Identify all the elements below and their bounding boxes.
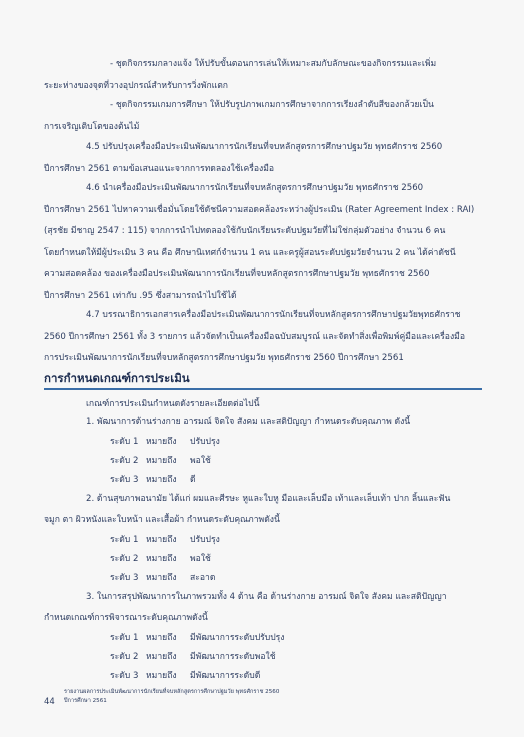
paragraph-line: 2560 ปีการศึกษา 2561 ทั้ง 3 รายการ แล้วจัดทำเป็นเครื่องมือฉบับสมบูรณ์ และจัดทำสิ่งเพื่อพิมพ์คู่มือและเครื่องมือ: [44, 332, 465, 342]
paragraph-line: โดยกำหนดให้มีผู้ประเมิน 3 คน คือ ศึกษานิเทศก์จำนวน 1 คน และครูผู้สอนระดับปฐมวัยจำนวน 2 คน ได้ค่าดัชนี: [44, 248, 456, 258]
level-label: ระดับ 1: [110, 535, 139, 545]
level-label: ระดับ 3: [110, 573, 139, 583]
level-desc: พอใช้: [190, 456, 211, 466]
level-label: ระดับ 3: [110, 671, 139, 681]
criterion-2-cont: จมูก ตา ผิวหนังและใบหน้า และเสื้อผ้า กำหนดระดับคุณภาพดังนี้: [44, 515, 280, 525]
level-desc: ดี: [190, 475, 196, 485]
level-label: ระดับ 2: [110, 554, 139, 564]
criterion-2: 2. ด้านสุขภาพอนามัย ได้แก่ ผมและศีรษะ หูและใบหู มือและเล็บมือ เท้าและเล็บเท้า ปาก ลิ้นและฟัน: [86, 494, 451, 504]
level-means: หมายถึง: [146, 456, 177, 466]
paragraph-line: - ชุดกิจกรรมกลางแจ้ง ให้ปรับขั้นตอนการเล่นให้เหมาะสมกับลักษณะของกิจกรรมและเพิ่ม: [110, 59, 437, 69]
footer-line-2: ปีการศึกษา 2561: [64, 698, 107, 704]
page-number: 44: [44, 697, 55, 707]
level-desc: พอใช้: [190, 554, 211, 564]
paragraph-line: (สุรชัย มีชาญ 2547 : 115) จากการนำไปทดลองใช้กับนักเรียนระดับปฐมวัยที่ไม่ใช่กลุ่มตัวอย่าง จำนวน 6 คน: [44, 226, 446, 236]
paragraph-line: ปีการศึกษา 2561 ไปหาความเชื่อมั่นโดยใช้ดัชนีความสอดคล้องระหว่างผู้ประเมิน (Rater Agreement Index : RAI): [44, 205, 475, 215]
paragraph-line: - ชุดกิจกรรมเกมการศึกษา ให้ปรับรูปภาพเกมการศึกษาจากการเรียงลำดับสีของกล้วยเป็น: [110, 100, 434, 110]
paragraph-line: ระยะห่างของจุดที่วางอุปกรณ์สำหรับการวิ่งพักแตก: [44, 81, 229, 91]
level-label: ระดับ 1: [110, 437, 139, 447]
level-means: หมายถึง: [146, 652, 177, 662]
level-desc: ปรับปรุง: [190, 437, 220, 447]
level-means: หมายถึง: [146, 633, 177, 643]
level-means: หมายถึง: [146, 554, 177, 564]
paragraph-line: ความสอดคล้อง ของเครื่องมือประเมินพัฒนาการนักเรียนที่จบหลักสูตรการศึกษาปฐมวัย พุทธศักราช 2560: [44, 269, 430, 279]
criterion-3-cont: กำหนดเกณฑ์การพิจารณาระดับคุณภาพดังนี้: [44, 613, 208, 623]
heading-underline: [44, 388, 482, 390]
section-intro: เกณฑ์การประเมินกำหนดดังรายละเอียดต่อไปนี้: [86, 399, 260, 409]
level-desc: สะอาด: [190, 573, 216, 583]
level-means: หมายถึง: [146, 437, 177, 447]
level-means: หมายถึง: [146, 573, 177, 583]
level-label: ระดับ 2: [110, 456, 139, 466]
section-heading: การกำหนดเกณฑ์การประเมิน: [44, 371, 190, 385]
level-desc: มีพัฒนาการระดับปรับปรุง: [190, 633, 285, 643]
paragraph-line: ปีการศึกษา 2561 เท่ากับ .95 ซึ่งสามารถนำไปใช้ได้: [44, 291, 237, 301]
level-label: ระดับ 3: [110, 475, 139, 485]
paragraph-line: การเจริญเติบโตของต้นไม้: [44, 122, 140, 132]
paragraph-line: 4.5 ปรับปรุงเครื่องมือประเมินพัฒนาการนักเรียนที่จบหลักสูตรการศึกษาปฐมวัย พุทธศักราช 2560: [86, 142, 443, 152]
paragraph-line: ปีการศึกษา 2561 ตามข้อเสนอแนะจากการทดลองใช้เครื่องมือ: [44, 164, 275, 174]
paragraph-line: การประเมินพัฒนาการนักเรียนที่จบหลักสูตรการศึกษาปฐมวัย พุทธศักราช 2560 ปีการศึกษา 2561: [44, 353, 404, 363]
paragraph-line: 4.6 นำเครื่องมือประเมินพัฒนาการนักเรียนที่จบหลักสูตรการศึกษาปฐมวัย พุทธศักราช 2560: [86, 183, 424, 193]
paragraph-line: 4.7 บรรณาธิการเอกสารเครื่องมือประเมินพัฒนาการนักเรียนที่จบหลักสูตรการศึกษาปฐมวัยพุทธศักราช: [86, 310, 461, 320]
criterion-3: 3. ในการสรุปพัฒนาการในภาพรวมทั้ง 4 ด้าน คือ ด้านร่างกาย อารมณ์ จิตใจ สังคม และสติปัญญา: [86, 592, 447, 602]
running-footer: [64, 688, 279, 706]
level-desc: มีพัฒนาการระดับพอใช้: [190, 652, 276, 662]
level-desc: ปรับปรุง: [190, 535, 220, 545]
level-label: ระดับ 2: [110, 652, 139, 662]
level-label: ระดับ 1: [110, 633, 139, 643]
level-desc: มีพัฒนาการระดับดี: [190, 671, 261, 681]
level-means: หมายถึง: [146, 671, 177, 681]
criterion-1: 1. พัฒนาการด้านร่างกาย อารมณ์ จิตใจ สังคม และสติปัญญา กำหนดระดับคุณภาพ ดังนี้: [86, 417, 411, 427]
level-means: หมายถึง: [146, 475, 177, 485]
footer-line-1: รายงานผลการประเมินพัฒนาการนักเรียนที่จบหลักสูตรการศึกษาปฐมวัย พุทธศักราช 2560: [64, 689, 280, 695]
level-means: หมายถึง: [146, 535, 177, 545]
